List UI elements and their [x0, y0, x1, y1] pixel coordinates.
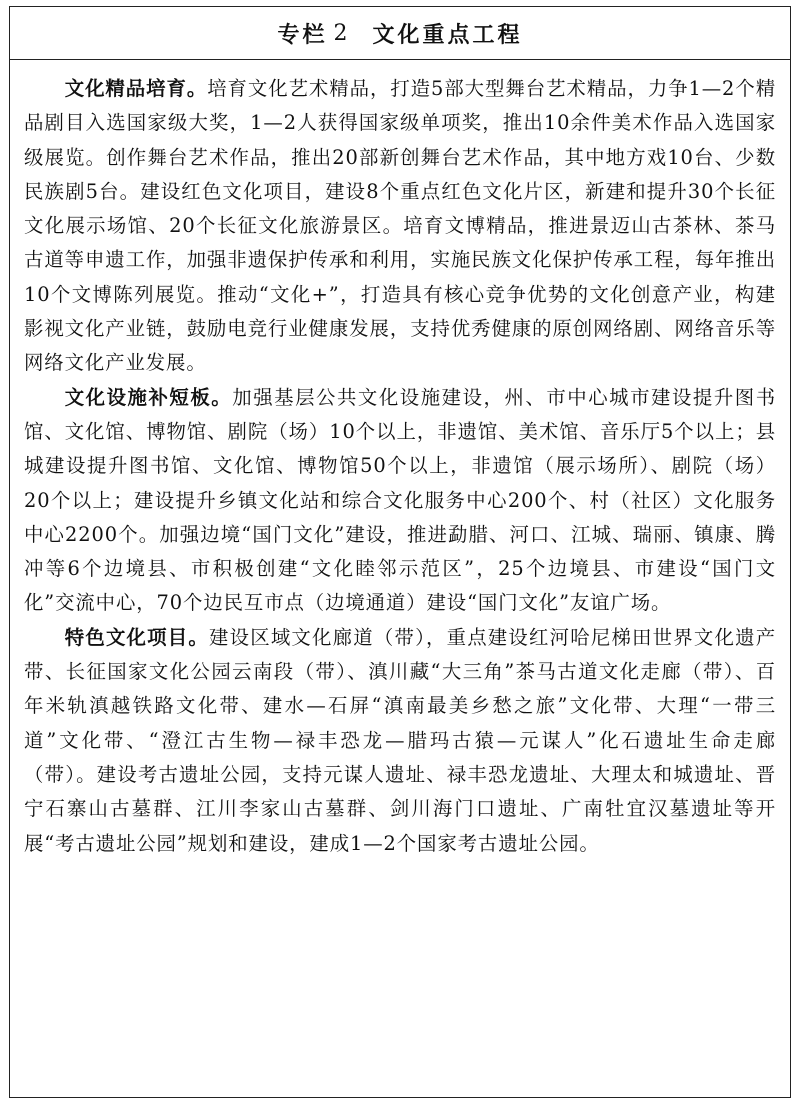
- section-heading: 文化精品培育。: [64, 77, 208, 100]
- section-heading: 特色文化项目。: [64, 625, 209, 649]
- section-text: 加强基层公共文化设施建设，州、市中心城市建设提升图书馆、文化馆、博物馆、剧院（场）10个以上，非遗馆、美术馆、音乐厅5个以上；县城建设提升图书馆、文化馆、博物馆50个以上，非遗馆（展示场所）、剧院（场）20个以上；建设提升乡镇文化站和综合文化服务中心200个、村（社区）文化服务中心2200个。加强边境“国门文化”建设，推进勐腊、河口、江城、瑞丽、镇康、腾冲等6个边境县、市积极创建“文化睦邻示范区”，25个边境县、市建设“国门文化”交流中心，70个边民互市点（边境通道）建设“国门文化”友谊广场。: [24, 385, 776, 615]
- section-heading: 文化设施补短板。: [64, 385, 233, 409]
- paragraph-cultural-works: [24, 72, 776, 381]
- section-text: 建设区域文化廊道（带），重点建设红河哈尼梯田世界文化遗产带、长征国家文化公园云南段（带）、滇川藏“大三角”茶马古道文化走廊（带）、百年米轨滇越铁路文化带、建水—石屏“滇南最美乡愁之旅”文化带、大理“一带三道”文化带、“澄江古生物—禄丰恐龙—腊玛古猿—元谋人”化石遗址生命走廊（带）。建设考古遗址公园，支持元谋人遗址、禄丰恐龙遗址、大理太和城遗址、晋宁石寨山古墓群、江川李家山古墓群、剑川海门口遗址、广南牡宜汉墓遗址等开展“考古遗址公园”规划和建设，建成1—2个国家考古遗址公园。: [24, 625, 776, 855]
- box-title-text: 文化重点工程: [372, 22, 523, 48]
- section-text: 培育文化艺术精品，打造5部大型舞台艺术精品，力争1—2个精品剧目入选国家级大奖，1—2人获得国家级单项奖，推出10余件美术作品入选国家级展览。创作舞台艺术作品，推出20部新创舞台艺术作品，其中地方戏10台、少数民族剧5台。建设红色文化项目，建设8个重点红色文化片区，新建和提升30个长征文化展示场馆、20个长征文化旅游景区。培育文博精品，推进景迈山古茶林、茶马古道等申遗工作，加强非遗保护传承和利用，实施民族文化保护传承工程，每年推出10个文博陈列展览。推动“文化+”，打造具有核心竞争优势的文化创意产业，构建影视文化产业链，鼓励电竞行业健康发展，支持优秀健康的原创网络剧、网络音乐等网络文化产业发展。: [24, 77, 776, 375]
- column-box: [9, 6, 791, 1098]
- box-title-prefix: 专栏: [277, 22, 328, 48]
- paragraph-featured-projects: [24, 621, 776, 861]
- box-title: [10, 7, 790, 60]
- box-content: [10, 60, 790, 861]
- paragraph-cultural-facilities: [24, 381, 776, 621]
- box-title-number: 2: [333, 20, 351, 46]
